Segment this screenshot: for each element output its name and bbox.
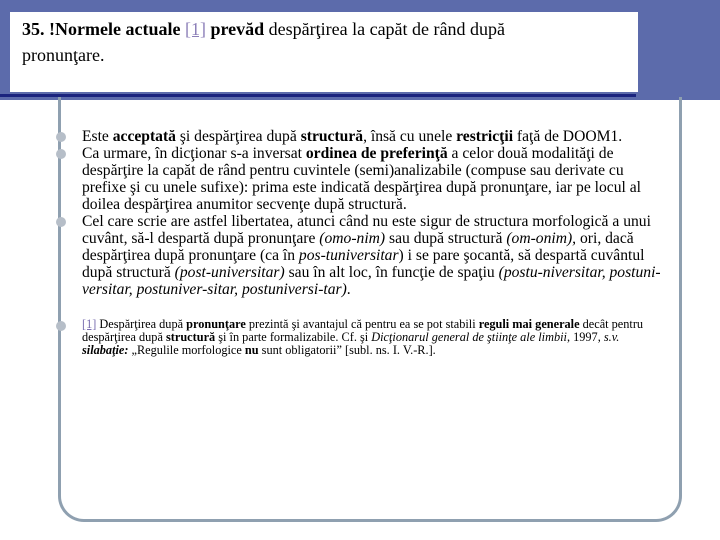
bold-term: structură (300, 128, 364, 145)
footnote-item (56, 318, 666, 358)
list-item (56, 213, 666, 298)
bold-term: pronunţare (186, 317, 246, 331)
text: „Regulile morfologice (128, 343, 245, 358)
bullet-dot-icon (56, 217, 66, 227)
bold-term: ordinea de preferinţă (305, 145, 448, 162)
text: Despărţirea după (96, 317, 187, 331)
text: Ca urmare, în dicţionar s-a inversat (82, 145, 306, 162)
list-item (56, 145, 666, 213)
title-footnote-link[interactable]: [1] (184, 19, 206, 39)
italic-example: (om-onim), (506, 230, 577, 247)
list-item (56, 128, 666, 145)
bold-term: nu (244, 343, 259, 358)
italic-citation: s.v. (603, 330, 620, 345)
text: şi în parte formalizabile. Cf. şi (215, 330, 372, 345)
text: ) i se pare şocantă, să despartă cuvântul după structură (82, 247, 645, 281)
bold-term: acceptată (112, 128, 176, 145)
italic-example: (post-universitar) (174, 264, 285, 281)
text: Cel care scrie are astfel libertatea, atunci când nu este sigur de structura morfologică a unui cuvânt, să-l despartă după pronunţare (82, 213, 651, 247)
italic-example: pos-tuniversitar (298, 247, 399, 264)
footnote-ref-link[interactable]: [1] (82, 317, 97, 331)
text: sau după structură (385, 230, 507, 247)
bold-term: restricţii (456, 128, 514, 145)
text: , 1997, (566, 330, 604, 345)
text: a celor două modalităţi de despărţire la capăt de rând pentru cuvintele (semi)analizabile (compuse sau derivate cu prefixe şi cu unele sufixe): prima este indicată despărţirea după pronunţare, iar pe locul al doilea despărţirea anumitor secvenţe după structură. (82, 145, 641, 213)
bullet-dot-icon (56, 132, 66, 142)
italic-example: (omo-nim) (319, 230, 386, 247)
bold-italic-term: silabaţie: (82, 343, 129, 358)
text: faţă de DOOM1. (513, 128, 623, 145)
text: , însă cu unele (363, 128, 457, 145)
italic-citation: Dicţionarul general de ştiinţe ale limbii (371, 330, 567, 345)
title-rest: despărţirea la capăt de rând după (264, 19, 506, 39)
text: ori, dacă despărţirea după pronunţare (ca în (82, 230, 634, 264)
text: prezintă şi avantajul că pentru ea se pot stabili (245, 317, 479, 331)
bold-term: structură (166, 330, 216, 345)
bullet-dot-icon (56, 149, 66, 159)
text: şi despărţirea după (175, 128, 301, 145)
bullet-dot-icon (56, 321, 66, 331)
text: decât pentru despărţirea după (82, 317, 644, 345)
title-line2: pronunţare. (22, 45, 105, 65)
text: sau în alt loc, în funcţie de spaţiu (284, 264, 499, 281)
title-verb: prevăd (205, 19, 265, 39)
text: . (346, 281, 351, 298)
text: Este (82, 128, 113, 145)
italic-example: (postu-niversitar, postuni-versitar, postuniver-sitar, postuniversi-tar) (82, 264, 661, 298)
text: sunt obligatorii” [subl. ns. I. V.-R.]. (258, 343, 436, 358)
title-prefix: 35. !Normele actuale (22, 19, 185, 39)
bold-term: reguli mai generale (478, 317, 580, 331)
slide-title (22, 16, 622, 68)
bullet-list (56, 128, 666, 358)
